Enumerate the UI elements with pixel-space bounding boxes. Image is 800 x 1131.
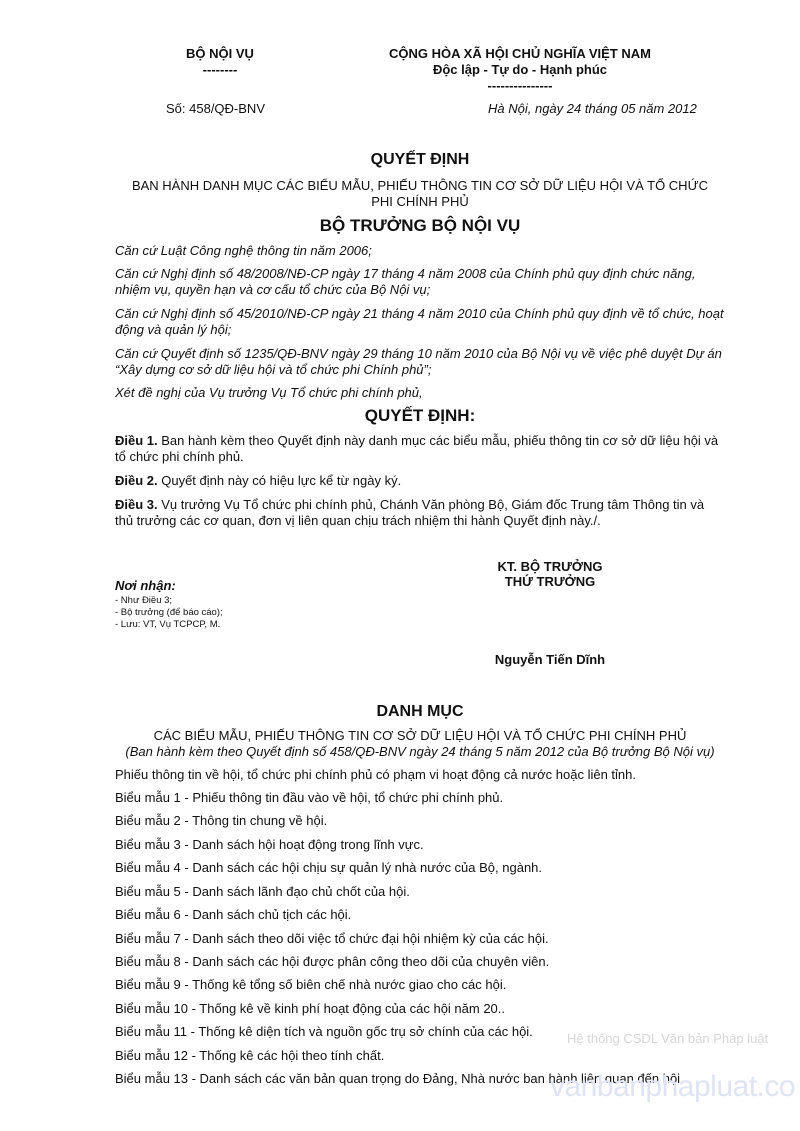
signature-title-1: KT. BỘ TRƯỞNG bbox=[497, 559, 603, 574]
catalog-item: Biểu mẫu 12 - Thống kê các hội theo tính chất. bbox=[115, 1048, 385, 1063]
article-2 bbox=[115, 473, 725, 489]
catalog-item: Biểu mẫu 8 - Danh sách các hội được phân công theo dõi của chuyên viên. bbox=[115, 954, 550, 969]
document-date: Hà Nội, ngày 24 tháng 05 năm 2012 bbox=[488, 101, 697, 116]
article-2-text: Quyết định này có hiệu lực kể từ ngày ký. bbox=[157, 473, 402, 488]
catalog-note: (Ban hành kèm theo Quyết định số 458/QĐ-BNV ngày 24 tháng 5 năm 2012 của Bộ trưởng Bộ Nội vụ) bbox=[125, 744, 715, 759]
issuing-agency bbox=[165, 46, 275, 78]
article-1-label: Điều 1. bbox=[115, 433, 158, 448]
motto-separator: --------------- bbox=[487, 78, 553, 93]
catalog-title: DANH MỤC bbox=[376, 703, 464, 720]
article-1-text: Ban hành kèm theo Quyết định này danh mục các biểu mẫu, phiếu thông tin cơ sở dữ liệu hội và tổ chức phi chính phủ. bbox=[115, 433, 719, 464]
article-3 bbox=[115, 497, 725, 529]
catalog-item: Biểu mẫu 11 - Thống kê diện tích và nguồn gốc trụ sở chính của các hội. bbox=[115, 1024, 533, 1039]
agency-name: BỘ NỘI VỤ bbox=[186, 46, 254, 61]
agency-separator: -------- bbox=[202, 62, 238, 77]
national-heading bbox=[370, 46, 670, 94]
catalog-subtitle: CÁC BIỂU MẪU, PHIẾU THÔNG TIN CƠ SỞ DỮ LIỆU HỘI VÀ TỔ CHỨC PHI CHÍNH PHỦ bbox=[153, 728, 687, 743]
catalog-item: Biểu mẫu 1 - Phiếu thông tin đầu vào về hội, tổ chức phi chính phủ. bbox=[115, 790, 504, 805]
catalog-item: Biểu mẫu 6 - Danh sách chủ tịch các hội. bbox=[115, 907, 352, 922]
article-3-label: Điều 3. bbox=[115, 497, 158, 512]
catalog-item: Biểu mẫu 9 - Thống kê tổng số biên chế nhà nước giao cho các hội. bbox=[115, 977, 507, 992]
motto: Độc lập - Tự do - Hạnh phúc bbox=[432, 62, 608, 77]
catalog-item: Biểu mẫu 2 - Thông tin chung về hội. bbox=[115, 813, 328, 828]
legal-basis-1: Căn cứ Luật Công nghệ thông tin năm 2006; bbox=[115, 243, 372, 258]
decision-title: QUYẾT ĐỊNH bbox=[370, 151, 470, 168]
signer-name: Nguyễn Tiến Dĩnh bbox=[494, 652, 606, 667]
legal-basis-3: Căn cứ Nghị định số 45/2010/NĐ-CP ngày 21 tháng 4 năm 2010 của Chính phủ quy định về tổ chức, hoạt động và quản lý hội; bbox=[115, 306, 724, 337]
recipient-item: - Như Điều 3; bbox=[115, 595, 173, 606]
catalog-item: Biểu mẫu 4 - Danh sách các hội chịu sự quản lý nhà nước của Bộ, ngành. bbox=[115, 860, 543, 875]
legal-basis-4: Căn cứ Quyết định số 1235/QĐ-BNV ngày 29 tháng 10 năm 2010 của Bộ Nội vụ về việc phê duyệt Dự án “Xây dựng cơ sở dữ liệu hội và tổ chức phi Chính phủ”; bbox=[115, 346, 722, 377]
document-number: Số: 458/QĐ-BNV bbox=[166, 101, 265, 116]
recipients-title: Nơi nhận: bbox=[115, 578, 176, 593]
recipient-item: - Bộ trưởng (để báo cáo); bbox=[115, 607, 223, 618]
recipient-item: - Lưu: VT, Vụ TCPCP, M. bbox=[115, 619, 221, 630]
catalog-item: Biểu mẫu 10 - Thống kê về kinh phí hoạt động của các hội năm 20.. bbox=[115, 1001, 506, 1016]
catalog-item: Biểu mẫu 3 - Danh sách hội hoạt động trong lĩnh vực. bbox=[115, 837, 424, 852]
catalog-item: Biểu mẫu 7 - Danh sách theo dõi việc tổ chức đại hội nhiệm kỳ của các hội. bbox=[115, 931, 549, 946]
article-2-label: Điều 2. bbox=[115, 473, 158, 488]
country-name: CỘNG HÒA XÃ HỘI CHỦ NGHĨA VIỆT NAM bbox=[389, 46, 651, 61]
article-1 bbox=[115, 433, 725, 465]
article-3-text: Vụ trưởng Vụ Tổ chức phi chính phủ, Chánh Văn phòng Bộ, Giám đốc Trung tâm Thông tin và thủ trưởng các cơ quan, đơn vị liên quan chịu trách nhiệm thi hành Quyết định này./. bbox=[115, 497, 705, 528]
watermark-caption: Hệ thống CSDL Văn bản Pháp luật bbox=[567, 1031, 769, 1046]
legal-basis-2: Căn cứ Nghị định số 48/2008/NĐ-CP ngày 17 tháng 4 năm 2008 của Chính phủ quy định chức năng, nhiệm vụ, quyền hạn và cơ cấu tổ chức của Bộ Nội vụ; bbox=[115, 266, 696, 297]
watermark-site: vanbanphapluat.co bbox=[550, 1070, 796, 1103]
catalog-item: Biểu mẫu 5 - Danh sách lãnh đạo chủ chốt của hội. bbox=[115, 884, 410, 899]
catalog-item: Biểu mẫu 13 - Danh sách các văn bản quan trọng do Đảng, Nhà nước ban hành liên quan đến hội. bbox=[115, 1071, 684, 1086]
decision-subtitle-line-2: PHI CHÍNH PHỦ bbox=[371, 194, 469, 209]
signature-title-2: THỨ TRƯỞNG bbox=[504, 574, 596, 589]
authority-heading: BỘ TRƯỞNG BỘ NỘI VỤ bbox=[319, 216, 521, 235]
decides-heading: QUYẾT ĐỊNH: bbox=[364, 406, 476, 425]
catalog-item: Phiếu thông tin về hội, tổ chức phi chính phủ có phạm vi hoạt động cả nước hoặc liên tỉnh. bbox=[115, 767, 636, 782]
proposal-basis: Xét đề nghị của Vụ trưởng Vụ Tổ chức phi chính phủ, bbox=[115, 385, 423, 400]
decision-subtitle-line-1: BAN HÀNH DANH MỤC CÁC BIỂU MẪU, PHIẾU THÔNG TIN CƠ SỞ DỮ LIỆU HỘI VÀ TỔ CHỨC bbox=[131, 178, 709, 193]
